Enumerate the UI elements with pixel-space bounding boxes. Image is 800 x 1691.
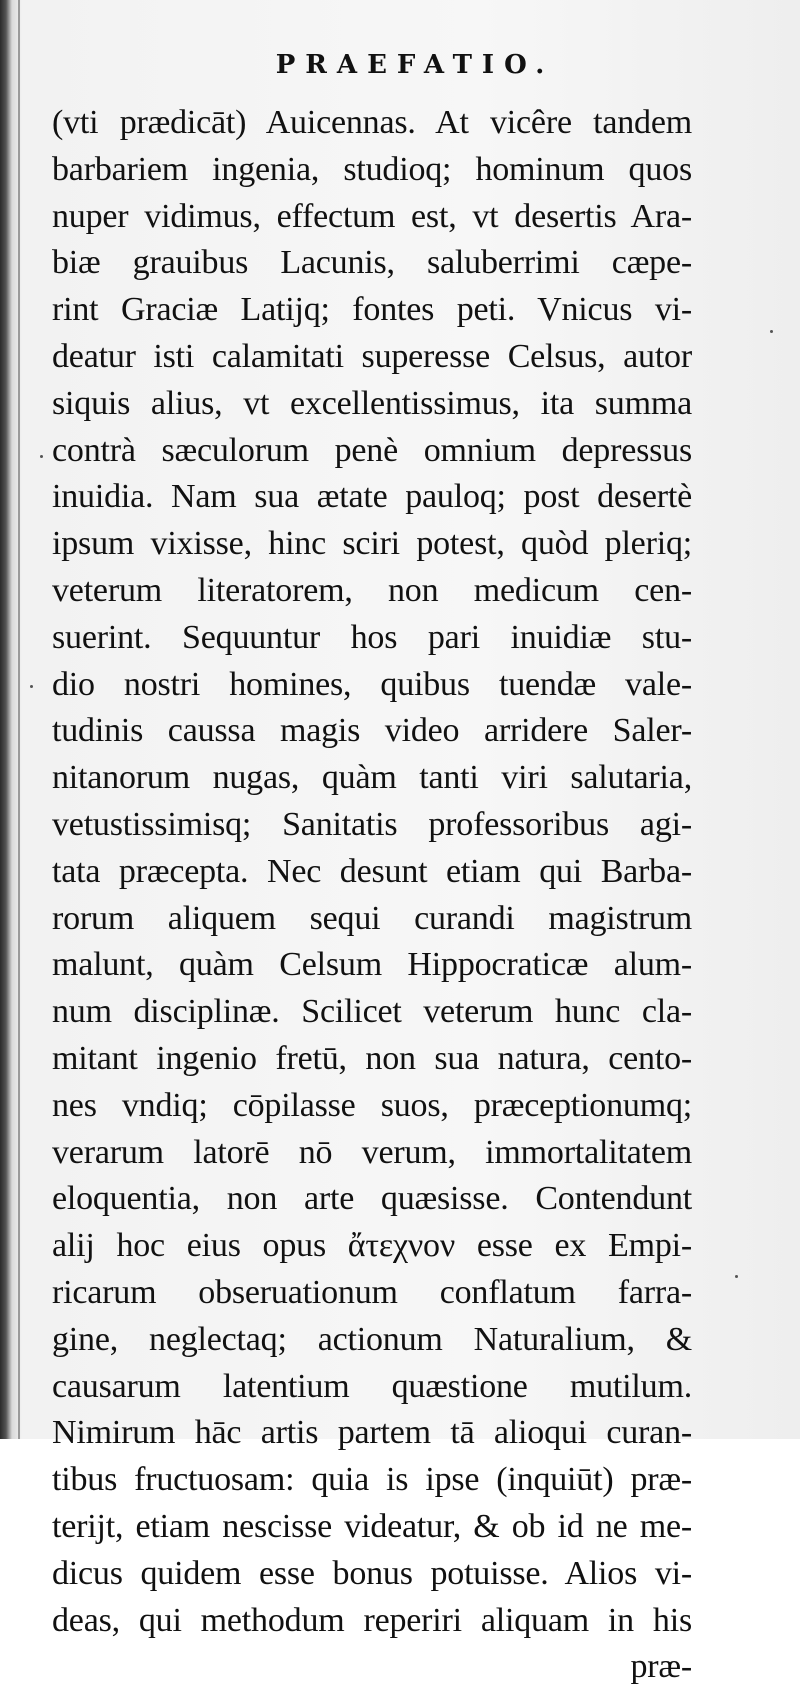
text-line: tata præcepta. Nec desunt etiam qui Barba- (52, 852, 692, 890)
text-line: ipsum vixisse, hinc sciri potest, quòd pleriq; (52, 525, 692, 563)
text-line: mitant ingenio fretū, non sua natura, cento- (52, 1039, 692, 1077)
catchword: præ- (630, 1648, 692, 1686)
text-line: dicus quidem esse bonus potuisse. Alios vi- (52, 1554, 692, 1592)
text-line: Nimirum hāc artis partem tā alioqui curan- (52, 1414, 692, 1452)
text-line: dio nostri homines, quibus tuendæ vale- (52, 665, 692, 703)
text-line: gine, neglectaq; actionum Naturalium, & (52, 1320, 692, 1358)
text-line: tudinis caussa magis video arridere Saler- (52, 712, 692, 750)
text-line: malunt, quàm Celsum Hippocraticæ alum- (52, 946, 692, 984)
running-head: PRAEFATIO. (275, 50, 555, 80)
text-line: siquis alius, vt excellentissimus, ita summa (52, 384, 692, 422)
ink-speck (735, 1275, 738, 1278)
text-line: deatur isti calamitati superesse Celsus, autor (52, 337, 692, 375)
text-line: veterum literatorem, non medicum cen- (52, 571, 692, 609)
text-line: ricarum obseruationum conflatum farra- (52, 1273, 692, 1311)
text-line: rint Graciæ Latijq; fontes peti. Vnicus vi- (52, 291, 692, 329)
text-line: nitanorum nugas, quàm tanti viri salutaria, (52, 759, 692, 797)
text-line: num disciplinæ. Scilicet veterum hunc cla- (52, 993, 692, 1031)
text-line: alij hoc eius opus ἄτεχνον esse ex Empi- (52, 1227, 692, 1265)
text-block (52, 100, 692, 1691)
text-line: nes vndiq; cōpilasse suos, præceptionumq; (52, 1086, 692, 1124)
text-line: nuper vidimus, effectum est, vt desertis Ara- (52, 197, 692, 235)
text-line: rorum aliquem sequi curandi magistrum (52, 899, 692, 937)
text-line: terijt, etiam nescisse videatur, & ob id ne me- (52, 1507, 692, 1545)
text-line: suerint. Sequuntur hos pari inuidiæ stu- (52, 618, 692, 656)
text-line: vetustissimisq; Sanitatis professoribus agi- (52, 805, 692, 843)
text-line: barbariem ingenia, studioq; hominum quos (52, 150, 692, 188)
ink-speck (40, 455, 43, 458)
text-line: tibus fructuosam: quia is ipse (inquiūt) præ- (52, 1461, 692, 1499)
page-gutter (18, 0, 20, 1439)
text-line: eloquentia, non arte quæsisse. Contendunt (52, 1180, 692, 1218)
text-line: contrà sæculorum penè omnium depressus (52, 431, 692, 469)
text-line: (vti prædicāt) Auicennas. At vicêre tandem (52, 104, 692, 141)
ink-speck (30, 685, 33, 688)
text-line: causarum latentium quæstione mutilum. (52, 1367, 692, 1405)
ink-speck (770, 330, 773, 333)
text-line: deas, qui methodum reperiri aliquam in his (52, 1601, 692, 1639)
text-line: inuidia. Nam sua ætate pauloq; post desertè (52, 478, 692, 516)
text-line: biæ grauibus Lacunis, saluberrimi cæpe- (52, 244, 692, 282)
text-line: verarum latorē nō verum, immortalitatem (52, 1133, 692, 1171)
